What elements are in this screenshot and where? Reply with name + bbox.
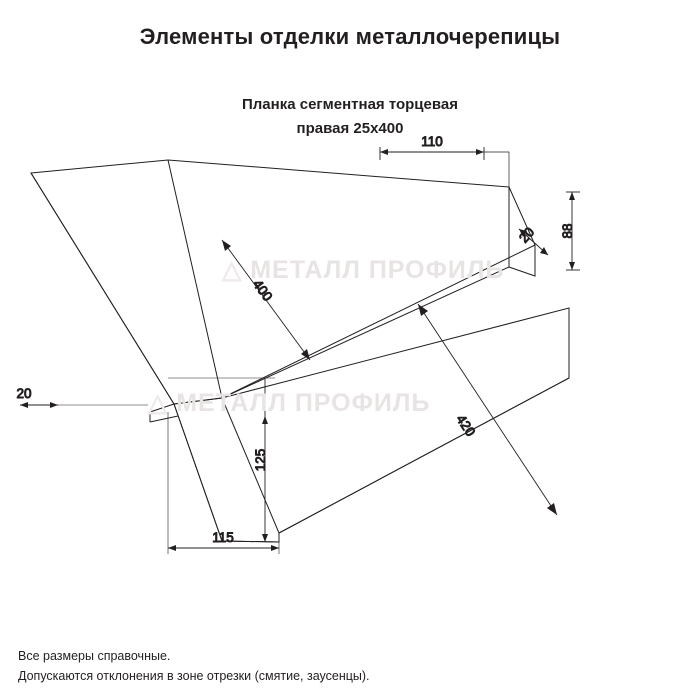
page-title: Элементы отделки металлочерепицы — [139, 24, 561, 49]
technical-drawing — [0, 130, 700, 600]
dimension-400 — [222, 240, 310, 360]
product-name-line2: правая 25х400 — [296, 120, 404, 137]
watermark-logo-icon-2: △ — [148, 389, 169, 417]
watermark-2-text: МЕТАЛЛ ПРОФИЛЬ — [176, 389, 431, 417]
product-name-line1: Планка сегментная торцевая — [242, 96, 458, 113]
drawing-svg — [0, 130, 700, 600]
dimension-110-label: 110 — [421, 134, 443, 149]
dimension-420 — [418, 304, 557, 515]
watermark-logo-icon: △ — [222, 256, 243, 284]
shape-left-step — [150, 404, 178, 422]
dimension-20-right — [516, 224, 548, 255]
dimension-88 — [560, 192, 580, 270]
dimension-20-right-label: 20 — [516, 224, 538, 246]
footnotes — [18, 646, 678, 686]
dimension-20-left — [16, 386, 148, 408]
shape-lower-plate — [174, 308, 569, 542]
dimension-115-label: 115 — [212, 530, 234, 545]
dimension-88-label: 88 — [560, 223, 575, 239]
watermark-1-text: МЕТАЛЛ ПРОФИЛЬ — [250, 256, 505, 284]
dimension-20-left-label: 20 — [16, 386, 32, 401]
footnote-line-2: Допускаются отклонения в зоне отрезки (смятие, заусенцы). — [18, 669, 370, 683]
dimension-400-label: 400 — [249, 276, 276, 304]
footnote-line-1: Все размеры справочные. — [18, 649, 171, 663]
dimension-110 — [380, 134, 509, 187]
dimension-420-label: 420 — [453, 411, 479, 440]
dimension-125-label: 125 — [253, 448, 268, 472]
